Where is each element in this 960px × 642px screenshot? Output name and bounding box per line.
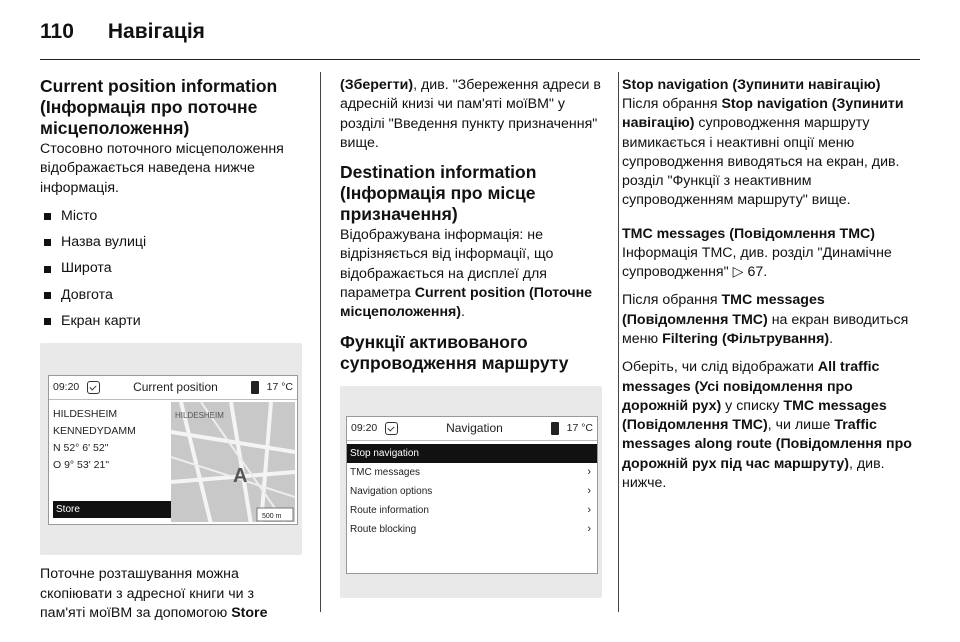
navigation-menu-screenshot — [340, 386, 602, 598]
bullet-icon — [44, 213, 51, 220]
bullet-icon — [44, 292, 51, 299]
screen-title: Current position — [133, 380, 218, 395]
destination-text: Відображувана інформація: не відрізняється від інформації, що відображається на дисплеї для параметра Current position (Поточне місцеположення). — [340, 227, 593, 321]
intro-text: Стосовно поточного місцеположення відображається наведена нижче інформація. — [40, 141, 284, 196]
street-value: KENNEDYDAMM — [53, 425, 136, 438]
temperature: 17 °C — [566, 421, 593, 434]
guidance-icon — [87, 381, 100, 394]
menu-item-tmc-messages[interactable]: TMC messages › — [347, 463, 597, 482]
section-heading-current-position: Current position information (Інформація про поточне місцеположення) — [40, 76, 278, 138]
phone-icon — [251, 381, 259, 394]
menu-item-route-blocking[interactable]: Route blocking › — [347, 520, 597, 539]
section-heading-destination: Destination information (Інформація про місце призначення) — [340, 162, 537, 225]
bullet-icon — [44, 266, 51, 273]
list-item: Назва вулиці — [40, 233, 302, 252]
info-list — [40, 207, 302, 331]
chevron-right-icon: › — [587, 522, 591, 535]
temperature: 17 °C — [266, 381, 293, 394]
phone-icon — [551, 422, 559, 435]
heading-tmc-messages: TMC messages (Повідомлення TMC) — [622, 225, 875, 242]
position-marker-icon: A — [233, 465, 248, 488]
chevron-right-icon: › — [587, 503, 591, 516]
section-heading-guidance-functions: Функції активованого супроводження маршруту — [340, 331, 569, 373]
menu-item-navigation-options[interactable]: Navigation options › — [347, 482, 597, 501]
menu-item-stop-navigation[interactable]: Stop navigation — [347, 444, 597, 463]
tmc-info-text: Інформація TMC, див. розділ "Динамічне супроводження" ▷ 67. — [622, 244, 892, 281]
current-position-screenshot — [40, 343, 302, 555]
store-button[interactable]: Store — [53, 501, 173, 518]
tmc-select-text: Після обрання TMC messages (Повідомлення TMC) на екран виводиться меню Filtering (Фільтрування). — [622, 292, 909, 347]
list-item: Екран карти — [40, 312, 302, 331]
map-city-label: HILDESHEIM — [175, 411, 224, 421]
latitude-value: N 52° 6' 52" — [53, 442, 109, 455]
chapter-title: Навігація — [107, 20, 205, 43]
column-divider — [618, 72, 619, 612]
menu-item-route-information[interactable]: Route information › — [347, 501, 597, 520]
screen-title: Navigation — [446, 420, 503, 435]
page-header — [40, 8, 920, 56]
bullet-icon — [44, 318, 51, 325]
bullet-icon — [44, 239, 51, 246]
longitude-value: O 9° 53' 21" — [53, 459, 110, 472]
clock-time: 09:20 — [53, 381, 80, 394]
heading-stop-navigation: Stop navigation (Зупинити навігацію) — [622, 77, 881, 93]
map-scale: 500 m — [262, 513, 282, 521]
clock-time: 09:20 — [351, 421, 378, 434]
bottom-text: Поточне розташування можна скопіювати з адресної книги чи з пам'яті моїВМ за допомогою Store — [40, 566, 268, 621]
continued-text: (Зберегти), див. "Збереження адреси в адресній книзі чи пам'яті моїВМ" у розділі "Введення пункту призначення" вище. — [340, 77, 601, 151]
page-ref-icon: ▷ — [732, 264, 744, 281]
chevron-right-icon: › — [587, 484, 591, 497]
map-graphic — [171, 402, 295, 522]
tmc-filter-text: Оберіть, чи слід відображати All traffic messages (Усі повідомлення про дорожній рух) у списку TMC messages (Повідомлення TMC), чи лише Traffic messages along route (Повідомлення про дорожній рух під час маршруту), див. нижче. — [622, 359, 912, 492]
list-item: Довгота — [40, 286, 302, 305]
city-value: HILDESHEIM — [53, 408, 118, 421]
guidance-icon — [385, 422, 398, 435]
column-3 — [622, 76, 912, 502]
position-details — [53, 406, 136, 474]
stop-navigation-text: Після обрання Stop navigation (Зупинити навігацію) супроводження маршруту вимикається і неактивні опції меню супроводження виводяться на екран, див. розділ "Функції з неактивним супроводженням маршруту" вище. — [622, 96, 904, 209]
page-number: 110 — [40, 20, 74, 43]
column-1 — [40, 76, 302, 632]
list-item: Місто — [40, 207, 302, 226]
map-view — [171, 402, 295, 522]
store-term: Store — [231, 604, 268, 621]
column-divider — [320, 72, 321, 612]
chevron-right-icon: › — [587, 465, 591, 478]
list-item: Широта — [40, 259, 302, 278]
header-rule — [40, 59, 920, 60]
column-2 — [340, 76, 602, 598]
